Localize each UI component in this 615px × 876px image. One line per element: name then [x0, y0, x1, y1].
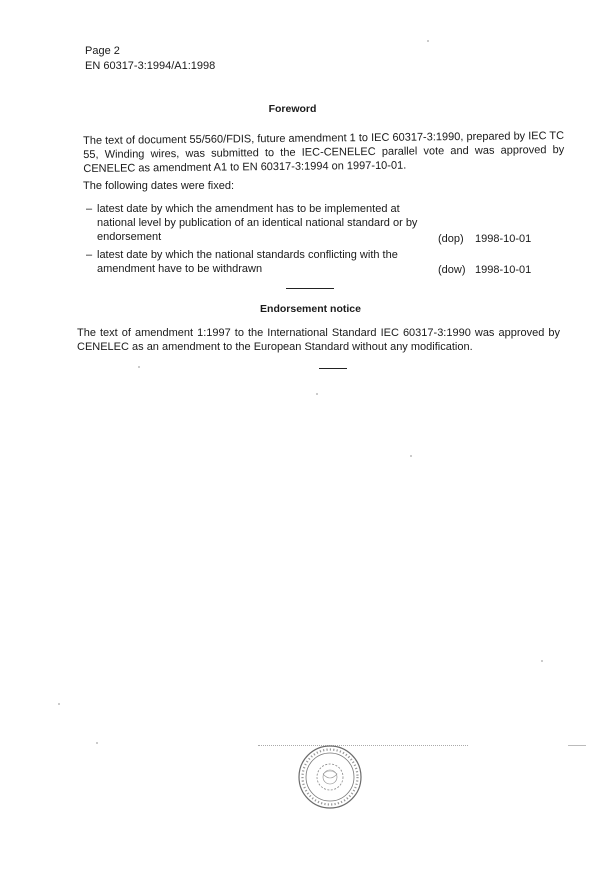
- date-value-dop: 1998-10-01: [475, 233, 532, 245]
- stamp-dotted-line: [258, 745, 468, 746]
- date-code-dow: (dow): [438, 264, 466, 276]
- date-item-text: latest date by which the national standards conflicting with the amendment have to be withdrawn: [97, 249, 398, 275]
- stamp-line-right: [568, 745, 586, 746]
- endorsement-heading: Endorsement notice: [260, 303, 361, 315]
- section-divider: [286, 288, 334, 289]
- scan-speck: [410, 455, 412, 457]
- foreword-heading: Foreword: [268, 103, 317, 115]
- list-dash: –: [86, 203, 93, 215]
- end-divider: [319, 368, 347, 369]
- date-code-dop: (dop): [438, 233, 464, 245]
- endorsement-text: The text of amendment 1:1997 to the International Standard IEC 60317-3:1990 was approved by CENELEC as an amendment to the European Standard without any modification.: [77, 327, 560, 353]
- scan-speck: [58, 703, 60, 705]
- date-item-dop: [86, 202, 426, 244]
- scan-speck: [96, 742, 98, 744]
- date-item-dow: [86, 248, 426, 276]
- date-value-dow: 1998-10-01: [475, 264, 532, 276]
- scan-speck: [541, 660, 543, 662]
- dates-intro: The following dates were fixed:: [83, 180, 235, 192]
- scan-speck: [427, 40, 429, 42]
- page-number: Page 2: [85, 45, 120, 57]
- date-item-text: latest date by which the amendment has to be implemented at national level by publication of an identical national standard or by endorsement: [97, 203, 418, 243]
- scan-speck: [138, 366, 140, 368]
- list-dash: –: [86, 249, 93, 261]
- official-seal-stamp-icon: [297, 744, 363, 810]
- standard-reference: EN 60317-3:1994/A1:1998: [85, 60, 216, 72]
- foreword-paragraph: The text of document 55/560/FDIS, future amendment 1 to IEC 60317-3:1990, prepared by IEC TC 55, Winding wires, was submitted to the IEC-CENELEC parallel vote and was approved by CENELEC as amendment A1 to EN 60317-3:1994 on 1997-10-01.: [83, 129, 565, 175]
- scan-speck: [316, 393, 318, 395]
